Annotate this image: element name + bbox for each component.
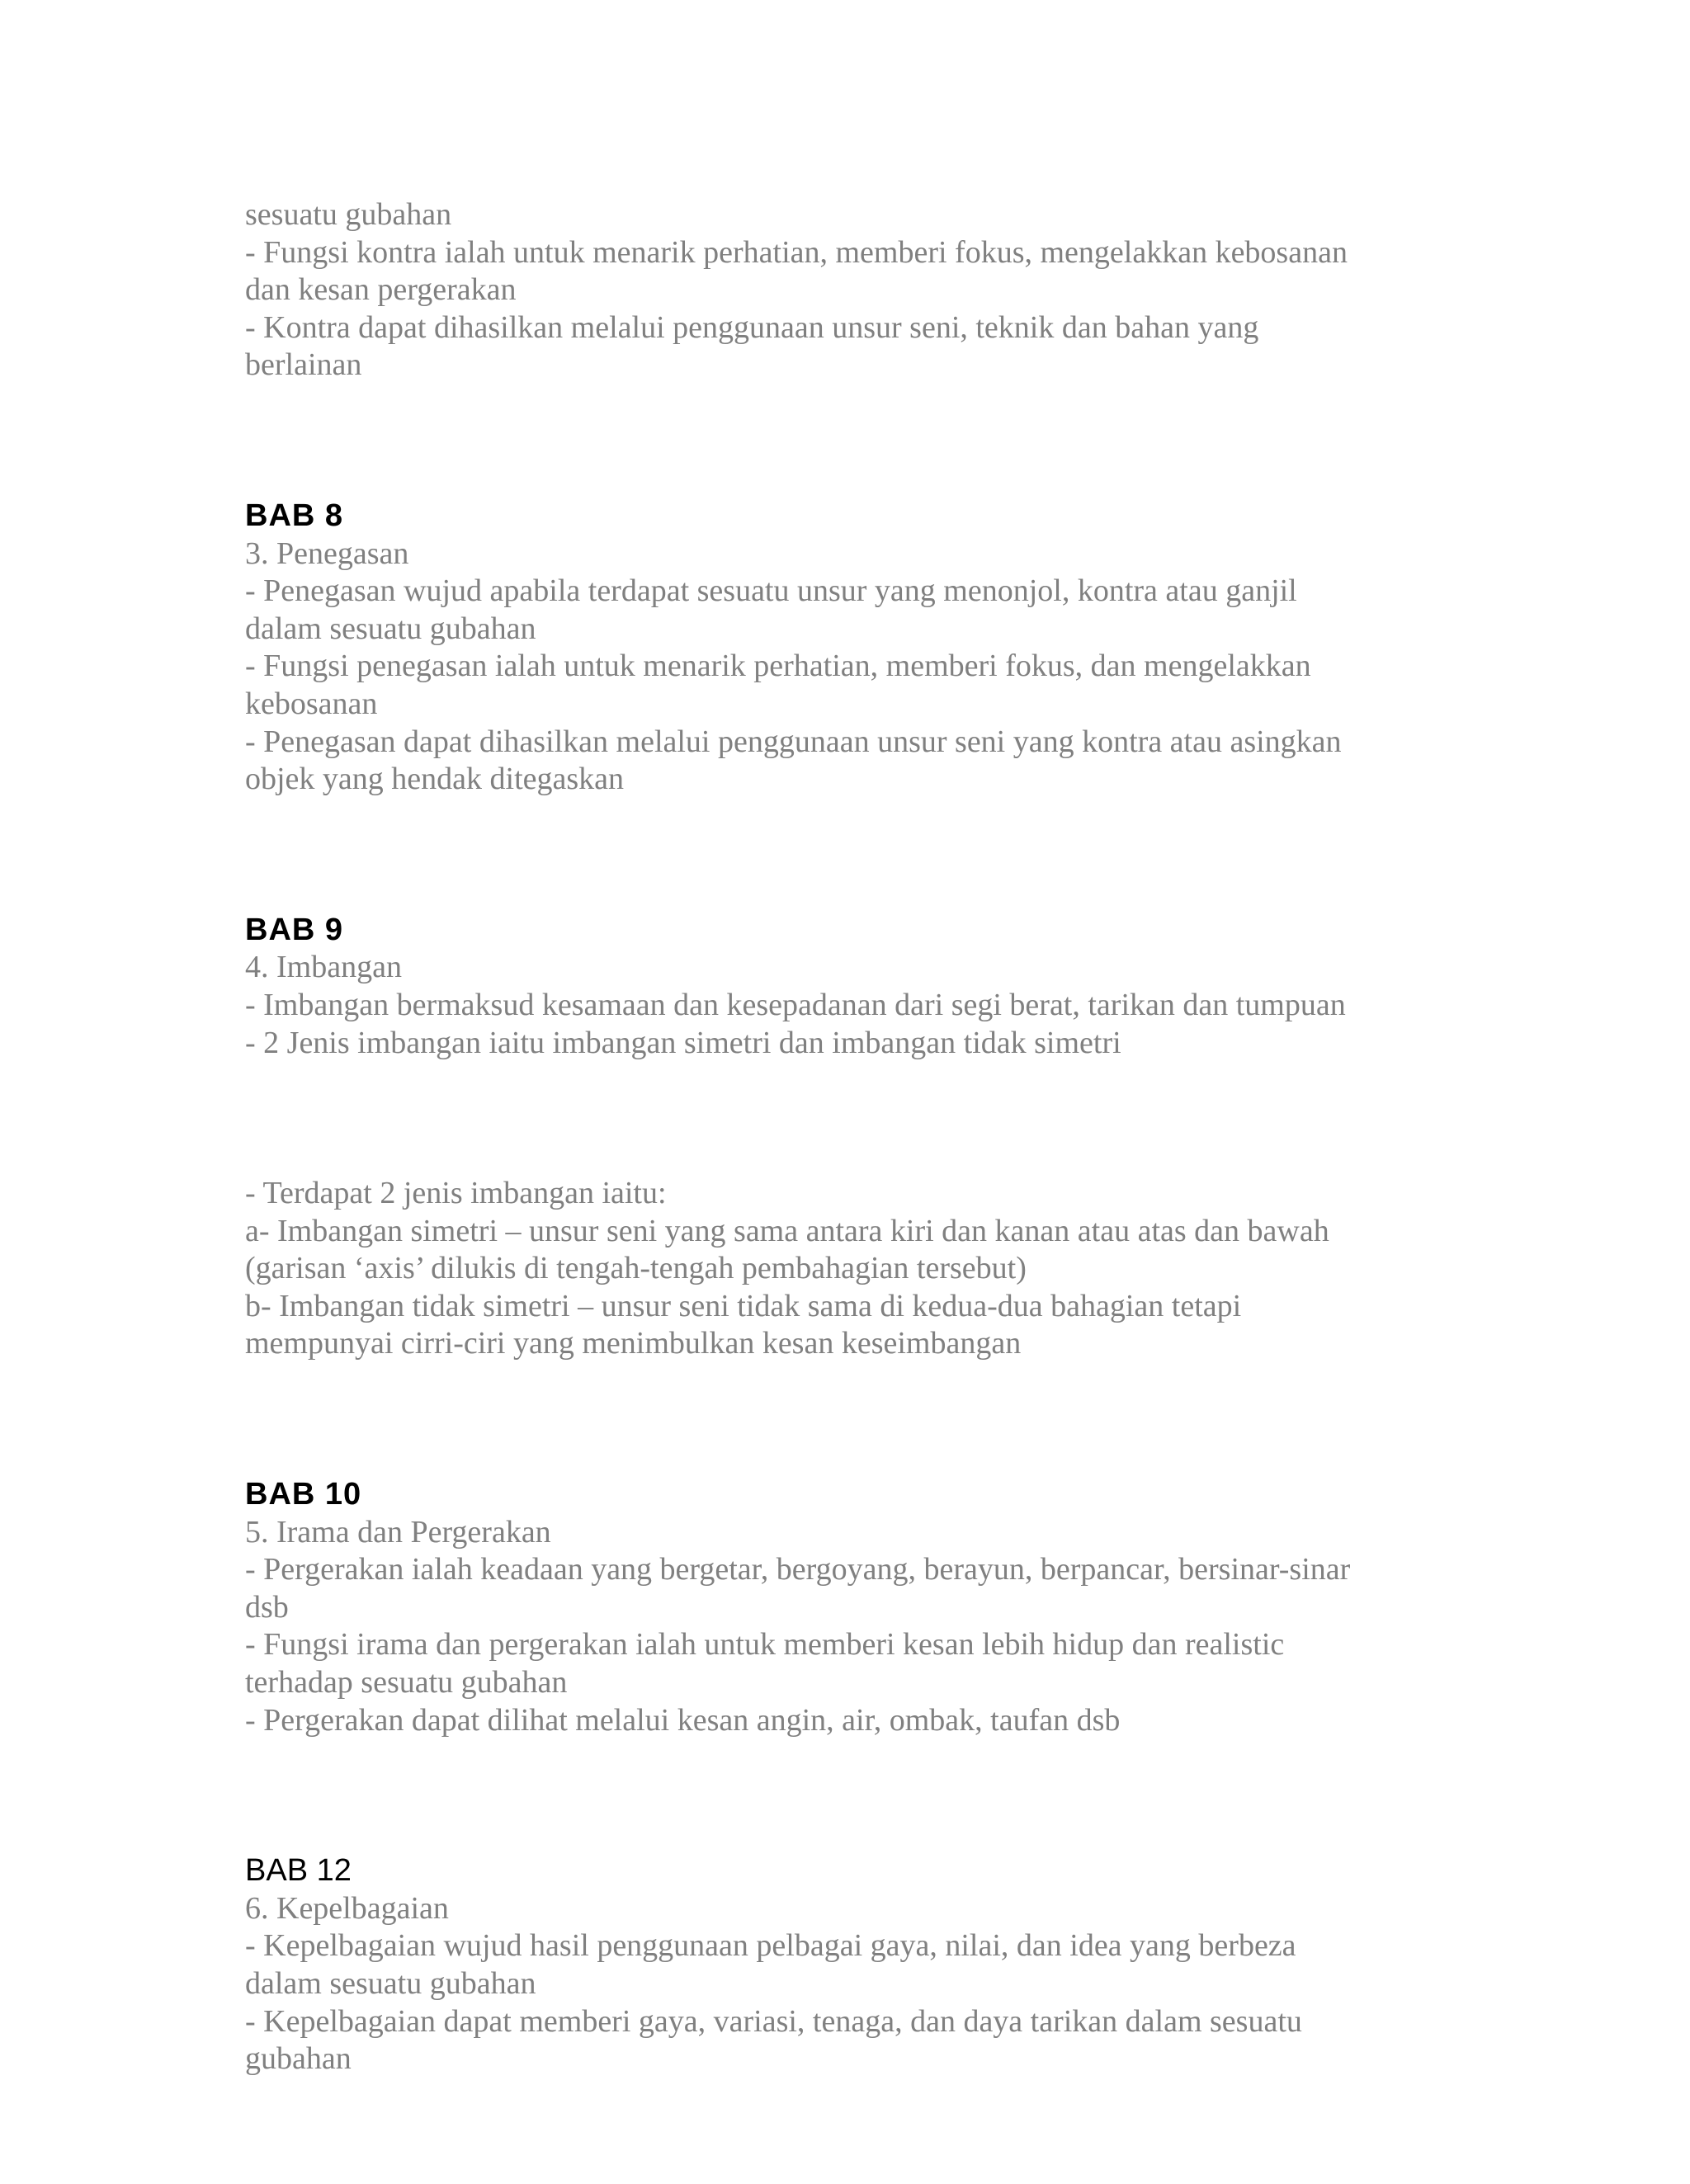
text-line: - Kepelbagaian wujud hasil penggunaan pelbagai gaya, nilai, dan idea yang berbeza — [245, 1928, 1296, 1964]
spacer — [245, 799, 1458, 912]
text-line: objek yang hendak ditegaskan — [245, 762, 625, 797]
text-line: 3. Penegasan — [245, 535, 409, 571]
text-line: a- Imbangan simetri – unsur seni yang sama antara kiri dan kanan atau atas dan bawah — [245, 1213, 1329, 1248]
intro-paragraph — [245, 196, 1458, 384]
section-body — [245, 535, 1458, 799]
section-body — [245, 1514, 1458, 1740]
text-line: - 2 Jenis imbangan iaitu imbangan simetri dan imbangan tidak simetri — [245, 1025, 1121, 1060]
text-line: - Fungsi penegasan ialah untuk menarik perhatian, memberi fokus, dan mengelakkan — [245, 649, 1311, 684]
text-line: - Imbangan bermaksud kesamaan dan kesepadanan dari segi berat, tarikan dan tumpuan — [245, 987, 1346, 1022]
section-bab-9 — [245, 912, 1458, 1363]
text-line: dsb — [245, 1589, 289, 1625]
section-bab-8 — [245, 498, 1458, 799]
text-line: b- Imbangan tidak simetri – unsur seni tidak sama di kedua-dua bahagian tetapi — [245, 1288, 1242, 1323]
document-page — [245, 196, 1458, 2078]
text-line: - Penegasan dapat dihasilkan melalui penggunaan unsur seni yang kontra atau asingkan — [245, 724, 1342, 759]
text-line: kebosanan — [245, 686, 378, 721]
text-line: dalam sesuatu gubahan — [245, 611, 536, 646]
text-line: - Pergerakan dapat dilihat melalui kesan angin, air, ombak, taufan dsb — [245, 1702, 1121, 1738]
text-line: - Fungsi kontra ialah untuk menarik perhatian, memberi fokus, mengelakkan kebosanan — [245, 234, 1348, 270]
text-line: - Kontra dapat dihasilkan melalui penggunaan unsur seni, teknik dan bahan yang — [245, 309, 1259, 345]
text-line: dalam sesuatu gubahan — [245, 1966, 536, 2001]
text-line: - Kepelbagaian dapat memberi gaya, variasi, tenaga, dan daya tarikan dalam sesuatu — [245, 2003, 1302, 2039]
spacer — [245, 384, 1458, 498]
text-line: - Pergerakan ialah keadaan yang bergetar, bergoyang, berayun, berpancar, bersinar-sinar — [245, 1552, 1351, 1587]
section-body — [245, 1890, 1458, 2078]
text-line: terhadap sesuatu gubahan — [245, 1665, 568, 1701]
text-line: - Penegasan wujud apabila terdapat sesuatu unsur yang menonjol, kontra atau ganjil — [245, 573, 1297, 609]
section-heading: BAB 10 — [245, 1477, 362, 1512]
section-heading: BAB 12 — [245, 1853, 352, 1889]
text-line: - Terdapat 2 jenis imbangan iaitu: — [245, 1176, 667, 1211]
text-line: gubahan — [245, 2041, 352, 2077]
text-line: dan kesan pergerakan — [245, 272, 517, 308]
text-line: mempunyai cirri-ciri yang menimbulkan kesan keseimbangan — [245, 1326, 1022, 1361]
section-heading: BAB 9 — [245, 912, 344, 947]
text-line: berlainan — [245, 347, 362, 383]
spacer — [245, 1062, 1458, 1175]
text-line: (garisan ‘axis’ dilukis di tengah-tengah pembahagian tersebut) — [245, 1251, 1027, 1286]
text-line: - Fungsi irama dan pergerakan ialah untuk memberi kesan lebih hidup dan realistic — [245, 1627, 1285, 1663]
spacer — [245, 1739, 1458, 1852]
section-body — [245, 1175, 1458, 1363]
section-body — [245, 949, 1458, 1062]
text-line: sesuatu gubahan — [245, 197, 452, 232]
section-bab-10 — [245, 1476, 1458, 1739]
text-line: 5. Irama dan Pergerakan — [245, 1514, 551, 1550]
section-bab-12 — [245, 1852, 1458, 2078]
text-line: 6. Kepelbagaian — [245, 1890, 449, 1926]
spacer — [245, 1363, 1458, 1476]
text-line: 4. Imbangan — [245, 950, 402, 985]
section-heading: BAB 8 — [245, 498, 344, 533]
